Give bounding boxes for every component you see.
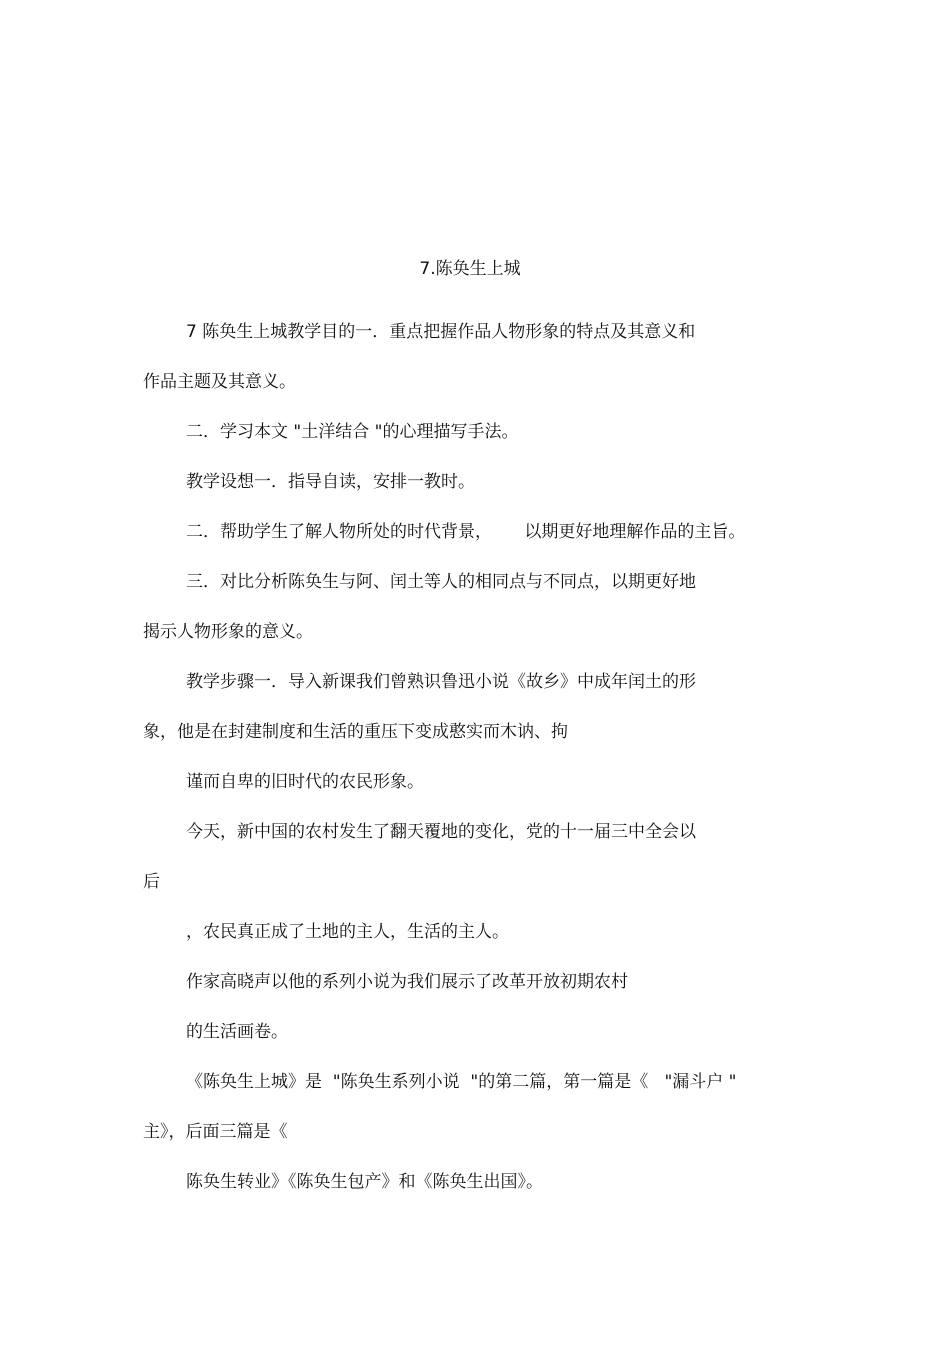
paragraph-line: 教学步骤一．导入新课我们曾熟识鲁迅小说《故乡》中成年闰土的形 <box>186 672 696 692</box>
paragraph-line: 教学设想一．指导自读，安排一教时。 <box>186 472 475 492</box>
paragraph-line: 作家高晓声以他的系列小说为我们展示了改革开放初期农村 <box>186 972 628 992</box>
paragraph-line: 作品主题及其意义。 <box>143 372 296 392</box>
document-title: 7.陈奂生上城 <box>419 259 521 279</box>
paragraph-line: 陈奂生转业》《陈奂生包产》和《陈奂生出国》。 <box>186 1172 543 1192</box>
paragraph-line: 谨而自卑的旧时代的农民形象。 <box>186 772 424 792</box>
paragraph-line: 后 <box>143 872 160 892</box>
paragraph-line: 二．帮助学生了解人物所处的时代背景， 以期更好地理解作品的主旨。 <box>186 522 746 542</box>
paragraph-line: 象，他是在封建制度和生活的重压下变成憨实而木讷、拘 <box>143 722 568 742</box>
paragraph-line: 的生活画卷。 <box>186 1022 288 1042</box>
paragraph-line: 三．对比分析陈奂生与阿、闰土等人的相同点与不同点，以期更好地 <box>186 572 696 592</box>
paragraph-line: 揭示人物形象的意义。 <box>143 622 313 642</box>
paragraph-line: 今天，新中国的农村发生了翻天覆地的变化，党的十一届三中全会以 <box>186 822 696 842</box>
paragraph-line: 二．学习本文 "土洋结合 "的心理描写手法。 <box>186 422 519 442</box>
paragraph-line: 《陈奂生上城》是 "陈奂生系列小说 "的第二篇，第一篇是《 "漏斗户 " <box>186 1072 737 1092</box>
paragraph-line: 主》，后面三篇是《 <box>143 1122 288 1142</box>
paragraph-line: 7 陈奂生上城教学目的一．重点把握作品人物形象的特点及其意义和 <box>186 322 696 342</box>
paragraph-line: ，农民真正成了土地的主人，生活的主人。 <box>186 922 509 942</box>
